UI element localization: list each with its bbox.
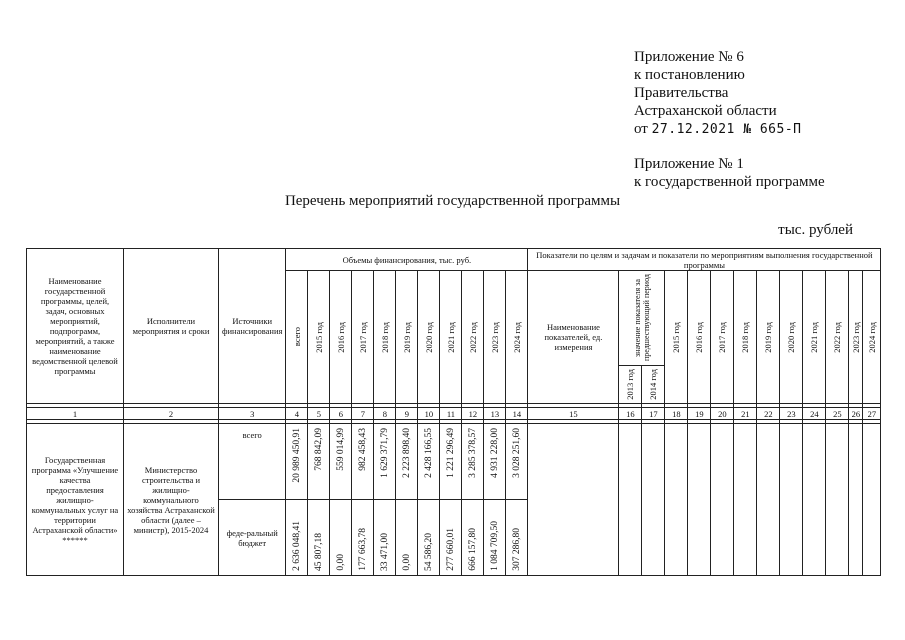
header-indicator-year: 2020 год — [780, 271, 803, 404]
header-indicators-group: Показатели по целям и задачам и показатели по мероприятиям выполнения государственной программы — [528, 249, 881, 271]
appendix-header — [634, 48, 825, 191]
column-number: 25 — [826, 408, 849, 420]
header-indicator-year: 2023 год — [849, 271, 863, 404]
column-number: 4 — [286, 408, 308, 420]
header-funding-group: Объемы финансирования, тыс. руб. — [286, 249, 528, 271]
header-funding-year: 2018 год — [374, 271, 396, 404]
column-number: 19 — [688, 408, 711, 420]
header-line: Приложение № 1 — [634, 156, 744, 172]
column-number: 24 — [803, 408, 826, 420]
document-title: Перечень мероприятий государственной программы — [284, 193, 621, 209]
header-col-source: Источники финансирования — [219, 249, 286, 404]
column-number: 17 — [642, 408, 665, 420]
header-funding-year: 2021 год — [440, 271, 462, 404]
header-funding-year: 2020 год — [418, 271, 440, 404]
value-cell: 20 989 450,91 — [286, 424, 308, 500]
header-indicator-year: 2019 год — [757, 271, 780, 404]
header-indicator-year: 2017 год — [711, 271, 734, 404]
column-number: 22 — [757, 408, 780, 420]
column-number: 5 — [308, 408, 330, 420]
measures-table — [26, 248, 881, 576]
header-funding-year: 2017 год — [352, 271, 374, 404]
value-cell: 3 028 251,60 — [506, 424, 528, 500]
column-number: 8 — [374, 408, 396, 420]
header-funding-year: 2022 год — [462, 271, 484, 404]
column-number: 1 — [27, 408, 124, 420]
header-col-name: Наименование государственной программы, целей, задач, основных мероприятий, подпрограмм, мероприятий, а также наименование ведомственной целевой программы — [27, 249, 124, 404]
header-indicator-year: 2022 год — [826, 271, 849, 404]
header-funding-year: 2023 год — [484, 271, 506, 404]
handwritten-date-number: 27.12.2021 № 665-П — [651, 122, 802, 137]
value-cell: 0,00 — [330, 500, 352, 576]
column-number: 15 — [528, 408, 619, 420]
value-cell: 3 285 378,57 — [462, 424, 484, 500]
header-date-line — [634, 120, 825, 139]
header-indicator-name: Наименование показателей, ед. измерения — [528, 271, 619, 404]
header-line: к государственной программе — [634, 174, 825, 190]
header-indicator-year: 2021 год — [803, 271, 826, 404]
source-cell: феде-ральный бюджет — [219, 500, 286, 576]
value-cell: 307 286,80 — [506, 500, 528, 576]
column-number: 27 — [863, 408, 881, 420]
value-cell: 768 842,09 — [308, 424, 330, 500]
column-number: 26 — [849, 408, 863, 420]
value-cell: 559 014,99 — [330, 424, 352, 500]
date-prefix: от — [634, 121, 648, 137]
header-indicator-year: 2024 год — [863, 271, 881, 404]
header-col-executor: Исполнители мероприятия и сроки — [124, 249, 219, 404]
column-number: 14 — [506, 408, 528, 420]
column-number: 18 — [665, 408, 688, 420]
column-number: 20 — [711, 408, 734, 420]
program-name-cell: Государственная программа «Улучшение качества предоставления жилищно-коммунальных услуг на территории Астраханской области» ****** — [27, 424, 124, 576]
header-line: Приложение № 6 — [634, 49, 744, 65]
column-number: 7 — [352, 408, 374, 420]
column-number: 3 — [219, 408, 286, 420]
column-number: 12 — [462, 408, 484, 420]
header-line: Астраханской области — [634, 103, 777, 119]
column-number: 2 — [124, 408, 219, 420]
column-number: 16 — [619, 408, 642, 420]
value-cell: 666 157,80 — [462, 500, 484, 576]
value-cell: 1 084 709,50 — [484, 500, 506, 576]
header-indicator-prev-year: 2014 год — [642, 366, 665, 404]
value-cell: 277 660,01 — [440, 500, 462, 576]
column-number: 9 — [396, 408, 418, 420]
header-funding-year: 2024 год — [506, 271, 528, 404]
executor-cell: Министерство строительства и жилищно-коммунального хозяйства Астраханской области (далее – министр), 2015-2024 — [124, 424, 219, 576]
value-cell: 54 586,20 — [418, 500, 440, 576]
value-cell: 2 223 898,40 — [396, 424, 418, 500]
header-funding-year: 2015 год — [308, 271, 330, 404]
value-cell: 177 663,78 — [352, 500, 374, 576]
column-number: 21 — [734, 408, 757, 420]
header-line: Правительства — [634, 85, 729, 101]
column-number: 23 — [780, 408, 803, 420]
source-cell: всего — [219, 424, 286, 500]
value-cell: 1 629 371,79 — [374, 424, 396, 500]
header-funding-total: всего — [286, 271, 308, 404]
header-indicator-prev: значение показателя за предшествующий период — [619, 271, 665, 366]
value-cell: 33 471,00 — [374, 500, 396, 576]
header-indicator-year: 2016 год — [688, 271, 711, 404]
header-indicator-prev-year: 2013 год — [619, 366, 642, 404]
units-label: тыс. рублей — [778, 222, 853, 238]
header-indicator-year: 2015 год — [665, 271, 688, 404]
column-number: 10 — [418, 408, 440, 420]
column-number: 13 — [484, 408, 506, 420]
value-cell: 2 636 048,41 — [286, 500, 308, 576]
header-indicator-year: 2018 год — [734, 271, 757, 404]
value-cell: 982 458,43 — [352, 424, 374, 500]
header-funding-year: 2019 год — [396, 271, 418, 404]
value-cell: 0,00 — [396, 500, 418, 576]
value-cell: 1 221 296,49 — [440, 424, 462, 500]
value-cell: 4 931 228,00 — [484, 424, 506, 500]
value-cell: 45 807,18 — [308, 500, 330, 576]
value-cell: 2 428 166,55 — [418, 424, 440, 500]
header-line: к постановлению — [634, 67, 745, 83]
column-number: 6 — [330, 408, 352, 420]
table-row — [27, 424, 881, 500]
column-number: 11 — [440, 408, 462, 420]
header-funding-year: 2016 год — [330, 271, 352, 404]
